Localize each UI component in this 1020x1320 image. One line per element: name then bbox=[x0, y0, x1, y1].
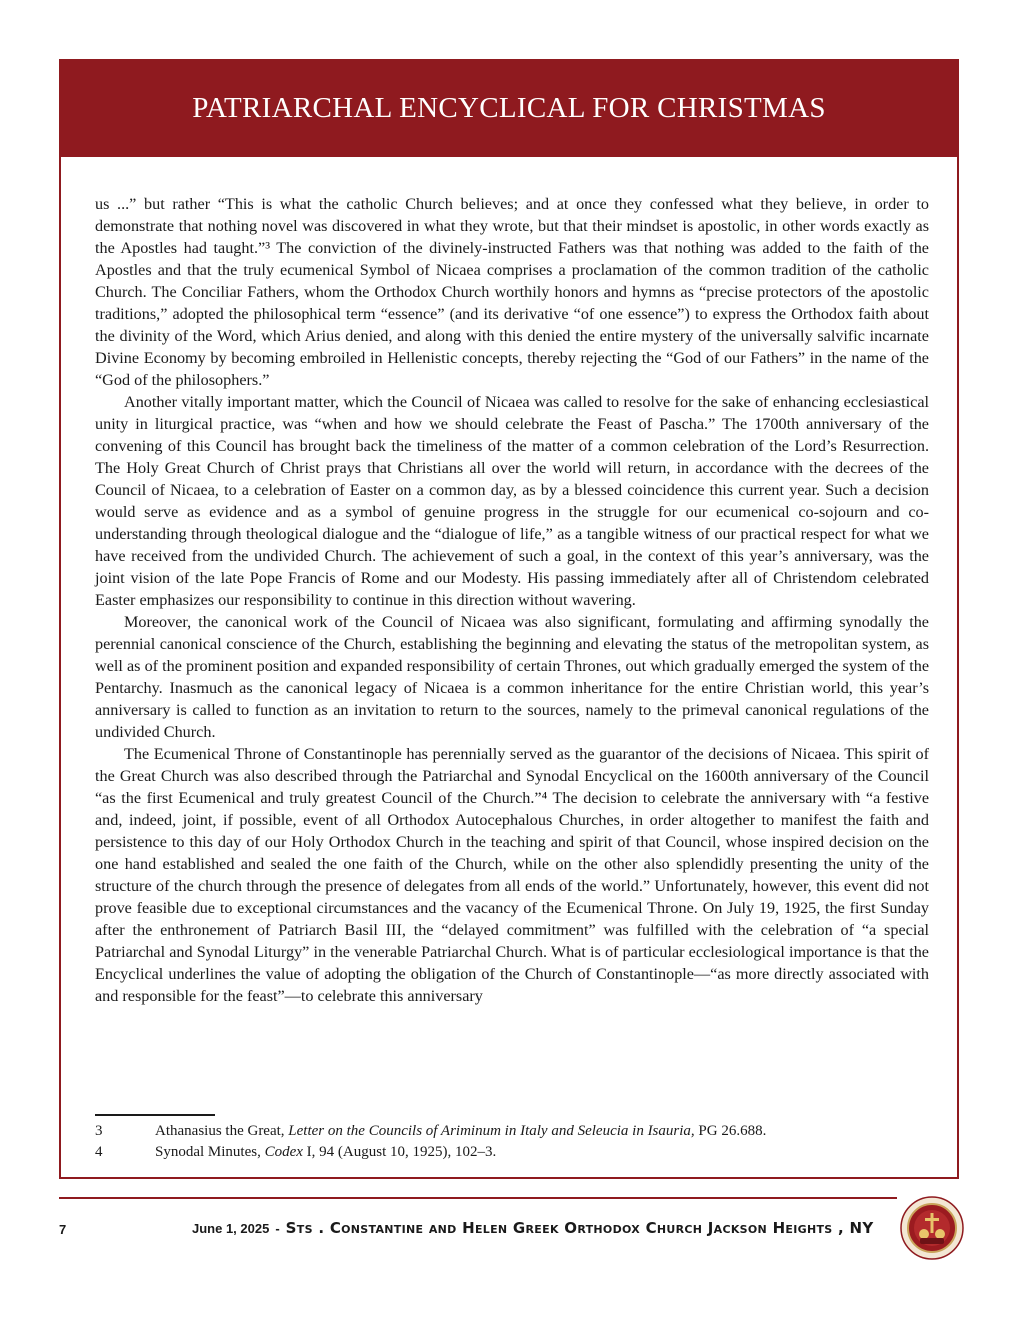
footer-text bbox=[192, 1219, 874, 1237]
paragraph: us ...” but rather “This is what the catholic Church believes; and at once they confessed what they believe, in order to demonstrate that nothing novel was discovered in what they wrote, but that their mindset is apostolic, in other words exactly as the Apostles had taught.”³ The conviction of the divinely-instructed Fathers was that nothing was added to the faith of the Apostles and that the truly ecumenical Symbol of Nicaea comprises a proclamation of the common tradition of the catholic Church. The Conciliar Fathers, whom the Orthodox Church worthily honors and hymns as “precise protectors of the apostolic traditions,” adopted the philosophical term “essence” (and its derivative “of one essence”) to express the Orthodox faith about the divinity of the Word, which Arius denied, and along with this denied the entire mystery of the universally salvific incarnate Divine Economy by becoming embroiled in Hellenistic concepts, thereby rejecting the “God of our Fathers” in the name of the “God of the philosophers.” bbox=[95, 195, 929, 389]
parish-name: Sts . Constantine and Helen Greek Orthodox Church Jackson Heights , NY bbox=[285, 1219, 874, 1237]
footnote-number: 3 bbox=[95, 1123, 103, 1139]
content-frame bbox=[59, 59, 959, 1179]
footer-divider bbox=[59, 1197, 897, 1199]
page-title: PATRIARCHAL ENCYCLICAL FOR CHRISTMAS bbox=[192, 91, 826, 124]
footer-date: June 1, 2025 bbox=[192, 1221, 270, 1236]
footnote-number: 4 bbox=[95, 1144, 103, 1160]
footer-separator: - bbox=[275, 1221, 280, 1236]
paragraph: The Ecumenical Throne of Constantinople has perennially served as the guarantor of the decisions of Nicaea. This spirit of the Great Church was also described through the Patriarchal and Synodal Encyclical on the 1600th anniversary of the Council “as the first Ecumenical and truly greatest Council of the Church.”⁴ The decision to celebrate the anniversary with “a festive and, indeed, joint, if possible, event of all Orthodox Autocephalous Churches, in order altogether to manifest the faith and persistence to this day of our Holy Orthodox Church in the teaching and spirit of that Council, whose inspired decision on the one hand established and sealed the one faith of the Church, while on the other also splendidly presenting the unity of the structure of the church through the presence of delegates from all ends of the world.” Unfortunately, however, this event did not prove feasible due to exceptional circumstances and the vacancy of the Ecumenical Throne. On July 19, 1925, the first Sunday after the enthronement of Patriarch Basil III, the “delayed commitment” was fulfilled with the celebration of “a special Patriarchal and Synodal Liturgy” in the venerable Patriarchal Church. What is of particular ecclesiological importance is that the Encyclical underlines the value of adopting the obligation of the Church of Constantinople—“as more directly associated with and responsible for the feast”—to celebrate this anniversary bbox=[95, 745, 929, 1005]
footnote-3 bbox=[95, 1121, 929, 1142]
footnotes bbox=[95, 1121, 929, 1163]
footnote-4 bbox=[95, 1142, 929, 1163]
footnote-divider bbox=[95, 1114, 215, 1116]
header-bar bbox=[61, 61, 957, 157]
footnote-text: Synodal Minutes, Codex I, 94 (August 10, 1925), 102–3. bbox=[155, 1144, 497, 1160]
article-body bbox=[95, 193, 929, 1007]
paragraph: Moreover, the canonical work of the Council of Nicaea was also significant, formulating and affirming synodally the perennial canonical conscience of the Church, establishing the beginning and elevating the status of the metropolitan system, as well as of the prominent position and expanded responsibility of certain Thrones, out which gradually emerged the system of the Pentarchy. Inasmuch as the canonical legacy of Nicaea is a common inheritance for the entire Christian world, this year’s anniversary is called to function as an invitation to return to the sources, namely to the primeval canonical regulations of the undivided Church. bbox=[95, 613, 929, 741]
paragraph: Another vitally important matter, which the Council of Nicaea was called to resolve for the sake of enhancing ecclesiastical unity in liturgical practice, was “when and how we should celebrate the Feast of Pascha.” The 1700th anniversary of the convening of this Council has brought back the timeliness of the matter of a common celebration of the Lord’s Resurrection. The Holy Great Church of Christ prays that Christians all over the world will return, in accordance with the decrees of the Council of Nicaea, to a celebration of Easter on a common day, as by a blessed coincidence this current year. Such a decision would serve as evidence and as a symbol of genuine progress in the struggle for our ecumenical co-sojourn and co- understanding through theological dialogue and the “dialogue of life,” as a tangible witness of our practical respect for what we have received from the undivided Church. The achievement of such a goal, in the context of this year’s anniversary, was the joint vision of the late Pope Francis of Rome and our Modesty. His passing immediately after all of Christendom celebrated Easter emphasizes our responsibility to continue in this direction without wavering. bbox=[95, 393, 929, 609]
footnote-text: Athanasius the Great, Letter on the Councils of Ariminum in Italy and Seleucia in Isauria, PG 26.688. bbox=[155, 1123, 767, 1139]
page-number: 7 bbox=[59, 1222, 67, 1237]
parish-seal-icon bbox=[900, 1196, 964, 1260]
